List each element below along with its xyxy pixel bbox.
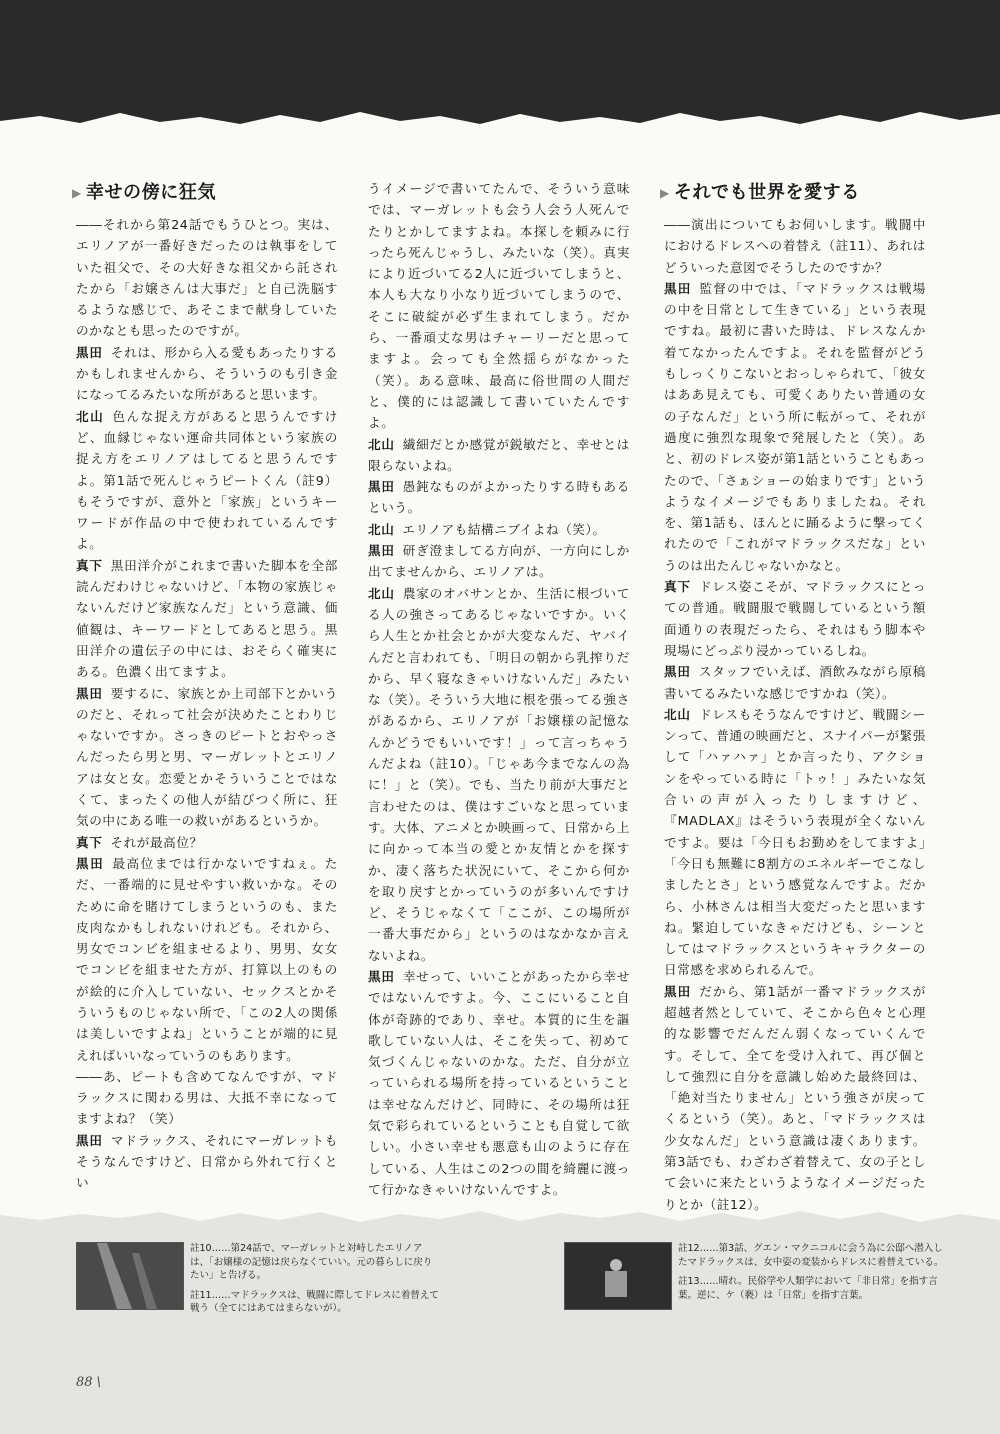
paragraph-text: ――演出についてもお伺いします。戦闘中におけるドレスへの着替え（註11）、あれはどういった意図でそうしたのですか？ [664, 217, 926, 275]
top-band-rough-edge [0, 100, 1000, 130]
footnote-10: 註10……第24話で、マーガレットと対峙したエリノアは、「お嬢様の記憶は戻らなくていい。元の暮らしに戻りたい」と告げる。 [190, 1243, 433, 1281]
top-dark-band [0, 0, 1000, 112]
paragraph-text: スタッフでいえば、酒飲みながら原稿書いてるみたいな感じですかね（笑）。 [664, 664, 927, 701]
paragraph [76, 214, 338, 342]
paragraph [664, 704, 926, 981]
triangle-marker-icon: ▶ [72, 186, 82, 200]
column-1 [72, 180, 339, 1194]
speaker-name: 北山 [368, 521, 395, 537]
section-heading-1: ▶ 幸せの傍に狂気 [72, 180, 338, 206]
speaker-name: 北山 [664, 706, 691, 722]
paragraph-text: マドラックス、それにマーガレットもそうなんですけど、日常から外れて行くとい [76, 1132, 339, 1191]
paragraph [368, 966, 630, 1200]
speaker-name: 黒田 [664, 664, 691, 680]
footnotes-left [190, 1242, 440, 1322]
paragraph [76, 555, 338, 683]
paragraph [76, 683, 338, 832]
paragraph-text: だから、第1話が一番マドラックスが超越者然としていて、そこから色々と心理的な影響でだんだん弱くなっていくんです。そして、全てを受け入れて、再び個として強烈に自分を意識し始めた最終回は、「絶対当たりません」という強さが戻ってくるという（笑）。あと、「マドラックスは少女なんだ」という意識は凄くあります。第3話でも、わざわざ着替えて、女の子として会いに来たというようなイメージだったりとか（註12）。 [664, 983, 926, 1212]
paragraph [368, 540, 630, 583]
paragraph [76, 406, 338, 555]
speaker-name: 真下 [664, 579, 691, 595]
screenshot-thumbnail-left [76, 1242, 184, 1310]
footnotes-right [678, 1242, 946, 1308]
paragraph-text: それが最高位？ [110, 834, 203, 850]
paragraph [664, 576, 926, 661]
paragraph [368, 519, 630, 540]
speaker-name: 黒田 [76, 685, 103, 701]
paragraph-text: それは、形から入る愛もあったりするかもしれませんから、そういうのも引き金になってるみたいな所があると思います。 [76, 344, 339, 403]
thumbnail-right-image [565, 1243, 671, 1309]
paragraph-text: うイメージで書いてたんで、そういう意味では、マーガレットも会う人会う人死んでたりとかしてますよね。本探しを頼みに行ったら死んじゃうし、みたいな（笑）。真実により近づいてる2人に近づいてしまうと、本人も大なり小なり近づいてしまうので、そこに破綻が必ず生まれてしまう。だから、一番頑丈な男はチャーリーだと思ってますよ。会っても全然揺らがなかった（笑）。ある意味、最高に俗世間の人間だと、僕的には認識して書いていたんですよ。 [368, 181, 630, 431]
paragraph-text: 監督の中では、「マドラックスは戦場の中を日常として生きている」という表現ですね。最初に書いた時は、ドレスなんか着てなかったんですよ。それを監督がどうもしっくりこないとおっしゃられて、「彼女はああ見えても、可愛くありたい普通の女の子なんだ」という所に転がって、それが過度に強烈な現象で発展したと（笑）。あと、初のドレス姿が第1話ということもあったので、「さぁショーの始まりです」というようなイメージでもありましたね。それを、第1話も、ほんとに踊るように撃ってくれたので「これがマドラックスだな」というのは出たんじゃないかなと。 [664, 280, 926, 573]
paragraph-text: 研ぎ澄ましてる方向が、一方向にしか出てませんから、エリノアは。 [368, 543, 631, 580]
paragraph [76, 1066, 338, 1130]
paragraph-text: 繊細だとか感覚が鋭敏だと、幸せとは限らないよね。 [368, 436, 631, 473]
footnote-13: 註13……晴れ。民俗学や人類学において「非日常」を指す言葉。逆に、ケ（褻）は「日常」を指す言葉。 [678, 1276, 938, 1301]
speaker-name: 北山 [368, 585, 395, 601]
paragraph [76, 1130, 338, 1194]
speaker-name: 黒田 [368, 479, 395, 495]
paragraph-text: ――あ、ピートも含めてなんですが、マドラックスに関わる男は、大抵不幸になってますよね？（笑） [76, 1068, 338, 1127]
speaker-name: 黒田 [76, 1132, 103, 1148]
paragraph [368, 434, 630, 477]
paragraph [664, 661, 926, 704]
paragraph [76, 342, 338, 406]
paragraph-text: ――それから第24話でもうひとつ。実は、エリノアが一番好きだったのは執事をしていた祖父で、その大好きな祖父から託されたから「お嬢さんは大事だ」と自己洗脳するような感じで、あそこまで献身していたのかなとも思ったのですが。 [76, 217, 338, 339]
paragraph [76, 832, 338, 853]
paragraph [664, 214, 926, 278]
paragraph-text: 黒田洋介がこれまで書いた脚本を全部読んだわけじゃないけど、「本物の家族じゃないんだけど家族なんだ」という意識、価値観は、キーワードとしてあると思う。黒田洋介の遺伝子の中には、おそらく確実にある。色濃く出てますよ。 [76, 557, 339, 680]
page-number: 88 \ [76, 1375, 102, 1390]
section-heading-2: ▶ それでも世界を愛する [660, 180, 926, 206]
speaker-name: 北山 [368, 436, 395, 452]
speaker-name: 黒田 [368, 543, 395, 559]
paragraph-text: 要するに、家族とか上司部下とかいうのだと、それって社会が決めたことわりじゃないですか。さっきのピートとおやっさんだったら男と男、マーガレットとエリノアは女と女。恋愛とかそういうことではなくて、まったくの他人が結びつく所に、狂気の中にある唯一の救いがあるというか。 [76, 685, 339, 829]
paragraph-text: ドレス姿こそが、マドラックスにとっての普通。戦闘服で戦闘しているという額面通りの表現だったら、それはもう脚本や現場にどっぷり浸かっているしね。 [664, 579, 926, 658]
paragraph-text: 幸せって、いいことがあったから幸せではないんですよ。今、ここにいること自体が奇跡的であり、幸せ。本質的に生を謳歌していない人は、そこを失って、初めて気づくんじゃないのかな。ただ、自分が立っていられる場所を持っているということは幸せなんだけど、同時に、その場所は狂気で彩られているということも自覚して欲しい。小さい幸せも悪意も山のように存在している、人生はこの2つの間を綺麗に渡って行かなきゃいけないんですよ。 [368, 968, 630, 1197]
thumbnail-left-image [77, 1243, 183, 1309]
footnote-11: 註11……マドラックスは、戦闘に際してドレスに着替えて戦う（全てにはあてはまらないが）。 [190, 1289, 439, 1314]
column-2 [368, 178, 630, 1200]
speaker-name: 真下 [76, 834, 103, 850]
paragraph [368, 583, 630, 966]
triangle-marker-icon: ▶ [660, 186, 670, 200]
paragraph-text: ドレスもそうなんですけど、戦闘シーンって、普通の映画だと、スナイパーが緊張して「ハァハァ」とか言ったり、アクションをやっている時に「トゥ！」みたいな気合いの声が入ったりしますけど、『MADLAX』はそういう表現が全くないんですよ。要は「今日もお勤めをしてますよ」「今日も無難に8割方のエネルギーでこなしましたとさ」という感覚なんですよ。だから、小林さんは相当大変だったと思いますね。緊迫していなきゃだけども、シーンとしてはマドラックスというキャラクターの日常感を求められるんで。 [664, 706, 927, 978]
paragraph-text: 愚鈍なものがよかったりする時もあるという。 [368, 479, 631, 516]
speaker-name: 黒田 [664, 280, 692, 296]
paragraph [664, 981, 926, 1215]
speaker-name: 北山 [76, 408, 105, 424]
paragraph-text: エリノアも結構ニブイよね（笑）。 [402, 521, 606, 537]
paragraph-text: 色んな捉え方があると思うんですけど、血縁じゃない運命共同体という家族の捉え方をエリノアはしてると思うんですよ。第1話で死んじゃうピートくん（註9）もそうですが、意外と「家族」というキーワードが作品の中で使われているんですよ。 [76, 408, 339, 552]
speaker-name: 黒田 [664, 983, 692, 999]
speaker-name: 真下 [76, 557, 103, 573]
paragraph [368, 178, 630, 434]
paragraph [664, 278, 926, 576]
speaker-name: 黒田 [76, 855, 105, 871]
paragraph-text: 農家のオバサンとか、生活に根づいてる人の強さってあるじゃないですか。いくら人生とか社会とかが大変なんだ、ヤバイんだと言われても、「明日の朝から乳搾りだから、早く寝なきゃいけないんだ」みたいな（笑）。そういう大地に根を張ってる強さがあるから、エリノアが「お嬢様の記憶なんかどうでもいいです！」って言っちゃうんだよね（註10）。「じゃあ今までなんの為に！」と（笑）。でも、当たり前が大事だと言わせたのは、僕はすごいなと思っています。大体、アニメとか映画って、日常から上に向かって本当の愛とか友情とかを探すか、凄く落ちた状況にいて、そこから何かを取り戻すとかっていうのが多いんですけど、そうじゃなくて「ここが、この場所が一番大事だから」というのはなかなか言えないよね。 [368, 585, 630, 963]
speaker-name: 黒田 [368, 968, 395, 984]
paragraph [368, 476, 630, 519]
screenshot-thumbnail-right [564, 1242, 672, 1310]
paragraph-text: 最高位までは行かないですねぇ。ただ、一番端的に見せやすい救いかな。そのために命を賭けてしまうというのも、また皮肉なかもしれないけれども。それから、男女でコンビを組ませるより、男男、女女でコンビを組ませた方が、打算以上のものが絵的に介入していない、セックスとかそういうものじゃない所で、「この2人の関係は美しいですよね」ということが端的に見えればいいなっていうのもあります。 [76, 855, 339, 1063]
column-3 [660, 180, 927, 1215]
speaker-name: 黒田 [76, 344, 103, 360]
paragraph [76, 853, 338, 1066]
footnote-12: 註12……第3話、グエン・マクニコルに会う為に公邸へ潜入したマドラックスは、女中姿の変装からドレスに着替えている。 [678, 1243, 944, 1268]
